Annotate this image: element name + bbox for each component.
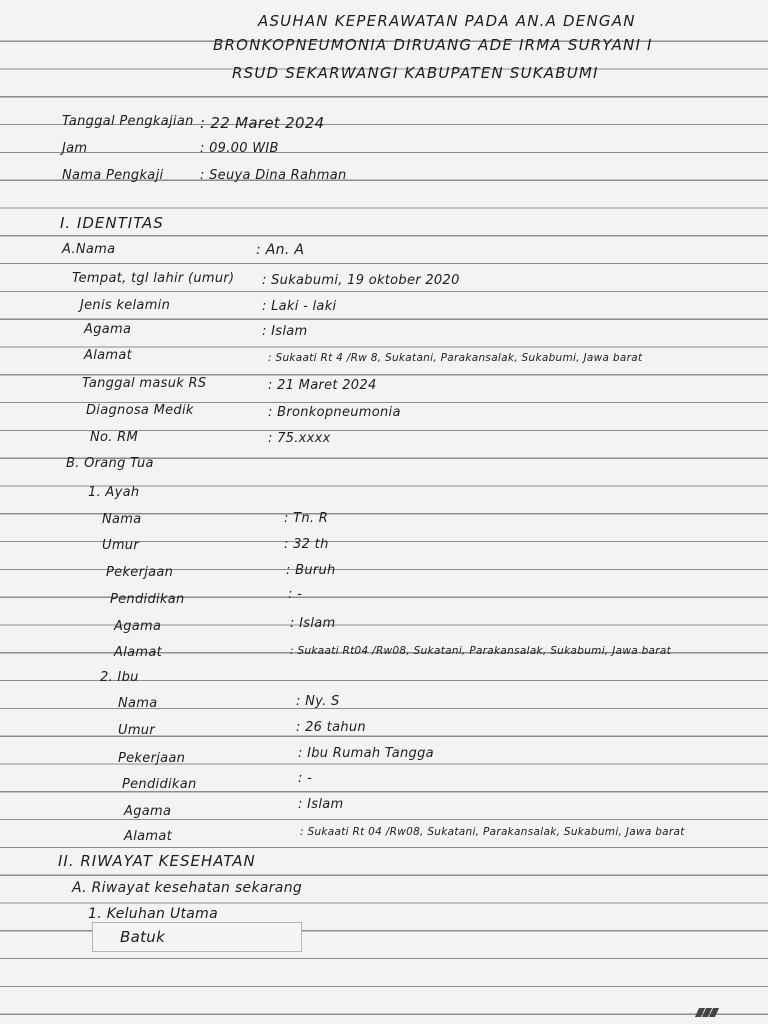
mother-field-value: : Islam: [298, 797, 344, 812]
father-field-label: Pendidikan: [110, 592, 185, 607]
mother-field-label: Pekerjaan: [118, 751, 186, 766]
father-field-value: : Buruh: [286, 563, 336, 578]
header-line-3: RSUD SEKARWANGI KABUPATEN SUKABUMI: [232, 64, 599, 82]
field-value: : Sukaati Rt 4 /Rw 8, Sukatani, Parakansalak, Sukabumi, Jawa barat: [268, 352, 643, 364]
header-line-1: ASUHAN KEPERAWATAN PADA AN.A DENGAN: [258, 12, 636, 30]
field-label: Tempat, tgl lahir (umur): [72, 271, 235, 286]
father-field-value: : 32 th: [284, 537, 329, 552]
header-line-2: BRONKOPNEUMONIA DIRUANG ADE IRMA SURYANI I: [213, 36, 653, 54]
assessment-date-label: Tanggal Pengkajian: [62, 114, 194, 129]
field-label: No. RM: [90, 430, 138, 445]
section-riwayat-title: II. RIWAYAT KESEHATAN: [58, 852, 256, 870]
riwayat-sekarang-heading: A. Riwayat kesehatan sekarang: [72, 880, 303, 896]
parents-heading: B. Orang Tua: [66, 456, 154, 471]
mother-field-value: : Ny. S: [296, 694, 340, 709]
mother-field-value: : Ibu Rumah Tangga: [298, 746, 434, 761]
mother-field-label: Alamat: [124, 829, 172, 844]
assessment-date-value: : 22 Maret 2024: [200, 114, 325, 132]
assessor-value: : Seuya Dina Rahman: [200, 168, 347, 183]
assessment-time-label: Jam: [62, 141, 88, 156]
mother-field-value: : Sukaati Rt 04 /Rw08, Sukatani, Parakansalak, Sukabumi, Jawa barat: [300, 826, 685, 838]
section-identitas-title: I. IDENTITAS: [60, 214, 164, 232]
father-field-value: : Islam: [290, 616, 336, 631]
patient-name-value: : An. A: [256, 242, 305, 258]
mother-field-value: : -: [298, 771, 313, 786]
field-value: : Bronkopneumonia: [268, 405, 401, 420]
father-field-label: Pekerjaan: [106, 565, 174, 580]
field-value: : Islam: [262, 324, 308, 339]
father-field-label: Nama: [102, 512, 142, 527]
father-field-label: Alamat: [114, 645, 162, 660]
scanner-logo-icon: [697, 1008, 725, 1018]
field-label: Tanggal masuk RS: [82, 376, 207, 391]
father-field-label: Agama: [114, 619, 162, 634]
mother-field-label: Agama: [124, 804, 172, 819]
father-heading: 1. Ayah: [88, 485, 140, 500]
mother-field-label: Umur: [118, 723, 155, 738]
mother-field-label: Pendidikan: [122, 777, 197, 792]
field-label: Agama: [84, 322, 132, 337]
father-field-value: : -: [288, 587, 303, 602]
assessor-label: Nama Pengkaji: [62, 168, 164, 183]
field-label: Jenis kelamin: [80, 298, 171, 313]
field-label: Alamat: [84, 348, 132, 363]
keluhan-utama-heading: 1. Keluhan Utama: [88, 906, 218, 922]
father-field-value: : Sukaati Rt04 /Rw08, Sukatani, Parakansalak, Sukabumi, Jawa barat: [290, 645, 672, 657]
mother-field-label: Nama: [118, 696, 158, 711]
field-value: : 21 Maret 2024: [268, 378, 377, 393]
field-value: : Sukabumi, 19 oktober 2020: [262, 273, 460, 288]
mother-heading: 2. Ibu: [100, 670, 139, 685]
patient-name-label: A.Nama: [62, 242, 116, 257]
father-field-label: Umur: [102, 538, 139, 553]
mother-field-value: : 26 tahun: [296, 720, 366, 735]
assessment-time-value: : 09.00 WIB: [200, 141, 279, 156]
field-value: : 75.xxxx: [268, 431, 331, 446]
field-value: : Laki - laki: [262, 299, 337, 314]
field-label: Diagnosa Medik: [86, 403, 194, 418]
keluhan-utama-answer: Batuk: [120, 928, 166, 946]
father-field-value: : Tn. R: [284, 511, 329, 526]
